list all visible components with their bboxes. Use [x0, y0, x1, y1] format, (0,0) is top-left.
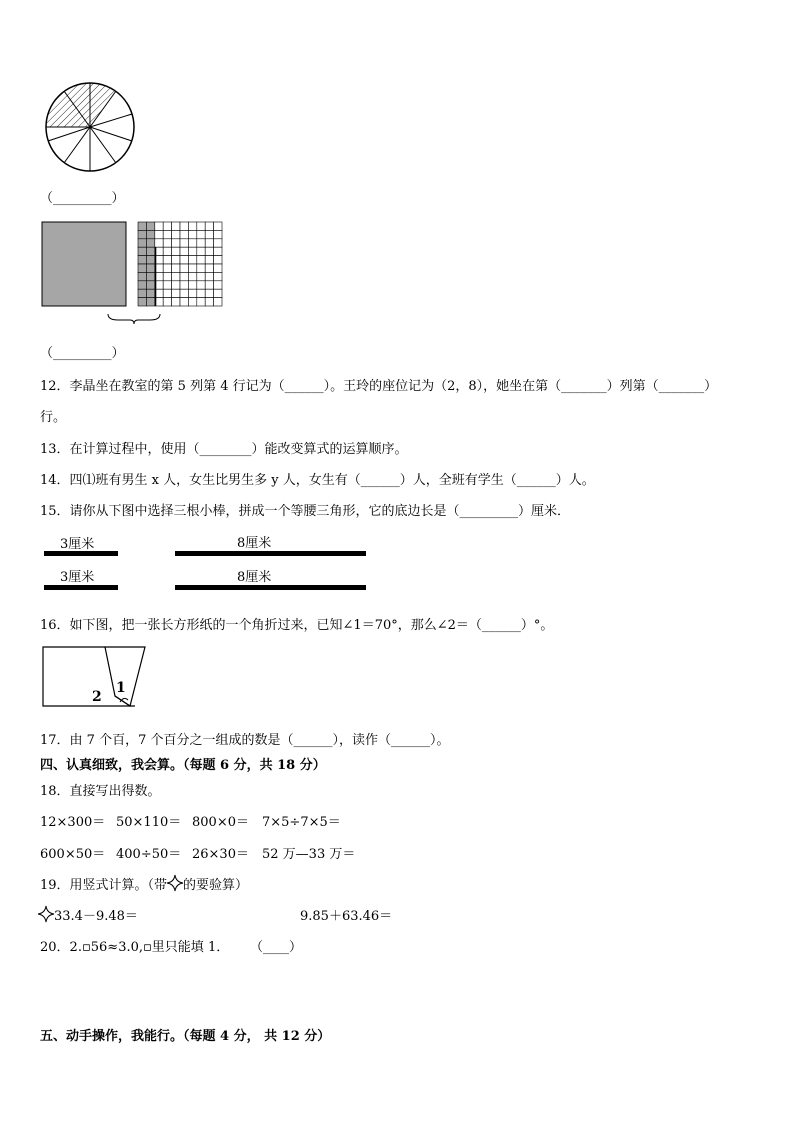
grid-cell — [188, 272, 196, 280]
sticks-figure — [44, 530, 374, 590]
grid-cell — [146, 230, 154, 238]
grid-cell — [188, 222, 196, 230]
grid-cell — [180, 264, 188, 272]
grid-cell — [205, 298, 213, 306]
question-14: 14．四⑴班有男生 x 人，女生比男生多 y 人，女生有（______）人，全班有学生（______）人。 — [40, 473, 595, 488]
stick-8cm-top — [175, 551, 366, 556]
grid-cell — [180, 239, 188, 247]
grid-cell — [163, 289, 171, 297]
fraction-circle-figure — [40, 80, 140, 180]
grid-cell — [163, 272, 171, 280]
grid-cell — [155, 230, 163, 238]
grid-cell — [197, 230, 205, 238]
question-19-title-a: 19．用竖式计算。（带 — [40, 878, 168, 893]
grid-cell — [197, 247, 205, 255]
grid-cell — [214, 222, 222, 230]
grid-cell — [197, 264, 205, 272]
stick-label: 3厘米 — [60, 570, 95, 585]
grid-cell — [172, 247, 180, 255]
grid-cell — [180, 281, 188, 289]
grid-cell — [155, 222, 163, 230]
grid-cell — [214, 239, 222, 247]
question-12-line2: 行。 — [40, 410, 67, 425]
grid-cell — [163, 222, 171, 230]
question-18-title: 18．直接写出得数。 — [40, 784, 161, 799]
grid-cell — [197, 272, 205, 280]
grid-cell — [188, 230, 196, 238]
grid-cell — [197, 289, 205, 297]
grid-cell — [214, 256, 222, 264]
grid-cell — [146, 247, 154, 255]
grid-cell — [214, 272, 222, 280]
section-4-heading: 四、认真细致，我会算。（每题 6 分，共 18 分） — [40, 758, 326, 773]
question-16: 16．如下图，把一张长方形纸的一个角折过来，已知∠1＝70°，那么∠2＝（______）°。 — [40, 618, 554, 633]
grid-cell — [197, 239, 205, 247]
grid-cell — [205, 222, 213, 230]
folded-paper-figure — [40, 644, 160, 714]
grid-marker — [155, 247, 157, 306]
grid-cell — [138, 256, 146, 264]
grid-cell — [214, 298, 222, 306]
grid-cell — [138, 281, 146, 289]
calc-item: 26×30＝ — [192, 847, 249, 862]
star-icon — [167, 875, 183, 891]
grid-cell — [214, 289, 222, 297]
decimal-squares-figure — [40, 218, 240, 328]
grid-cell — [205, 264, 213, 272]
question-19-title — [40, 874, 248, 893]
grid-cell — [146, 264, 154, 272]
grid-cell — [205, 247, 213, 255]
grid-cell — [180, 222, 188, 230]
grid-cell — [180, 230, 188, 238]
grid-cell — [163, 264, 171, 272]
question-20-blank[interactable]: （____） — [250, 940, 303, 955]
grid-cell — [146, 239, 154, 247]
grid-cell — [188, 256, 196, 264]
grid-cell — [172, 264, 180, 272]
calc-item: 12×300＝ — [40, 815, 106, 830]
grid-cell — [214, 247, 222, 255]
grid-cell — [214, 230, 222, 238]
stick-label: 8厘米 — [237, 570, 272, 585]
grid-cell — [163, 247, 171, 255]
question-19-title-b: 的要验算） — [183, 878, 249, 893]
grid-cell — [205, 281, 213, 289]
grid-cell — [205, 289, 213, 297]
grid-cell — [146, 256, 154, 264]
grid-cell — [197, 222, 205, 230]
grid-cell — [214, 264, 222, 272]
grid-cell — [205, 230, 213, 238]
expr1-text: 33.4－9.48＝ — [54, 909, 138, 924]
grid-cell — [163, 281, 171, 289]
grid-cell — [214, 281, 222, 289]
grid-cell — [172, 230, 180, 238]
calc-item: 52 万—33 万＝ — [262, 847, 356, 862]
question-13: 13．在计算过程中，使用（________）能改变算式的运算顺序。 — [40, 442, 408, 457]
grid-cell — [188, 264, 196, 272]
grid-cell — [172, 281, 180, 289]
grid-cell — [180, 289, 188, 297]
calc-item: 7×5÷7×5＝ — [262, 815, 341, 830]
circle-answer-blank[interactable]: （_________） — [40, 191, 125, 206]
stick-3cm-bottom — [44, 585, 118, 590]
grid-cell — [172, 256, 180, 264]
grid-cell — [172, 239, 180, 247]
calc-item: 400÷50＝ — [116, 847, 182, 862]
grid-cell — [138, 264, 146, 272]
grid-cell — [188, 281, 196, 289]
grid-cell — [146, 289, 154, 297]
grid-cell — [138, 289, 146, 297]
grid-cell — [197, 298, 205, 306]
grid-cell — [180, 256, 188, 264]
grid-cell — [172, 298, 180, 306]
grid-cell — [172, 289, 180, 297]
grid-cell — [180, 272, 188, 280]
grid-cell — [188, 298, 196, 306]
question-20: 20．2.▫56≈3.0,▫里只能填 1． — [40, 940, 230, 955]
question-19-expr1 — [38, 905, 138, 924]
squares-answer-blank[interactable]: （_________） — [40, 346, 125, 361]
grid-cell — [163, 256, 171, 264]
grid-cell — [205, 272, 213, 280]
grid-cell — [188, 289, 196, 297]
grid-cell — [146, 272, 154, 280]
grid-cell — [180, 247, 188, 255]
grid-cell — [146, 281, 154, 289]
grid-cell — [138, 298, 146, 306]
question-12-line1: 12．李晶坐在教室的第 5 列第 4 行记为（______）。王玲的座位记为（2，8），她坐在第（_______）列第（_______） — [40, 379, 718, 394]
stick-8cm-bottom — [175, 585, 366, 590]
star-icon — [38, 906, 54, 922]
grid-cell — [197, 281, 205, 289]
grid-cell — [138, 222, 146, 230]
angle-1-label: 1 — [116, 680, 126, 696]
grid-cell — [138, 272, 146, 280]
grid-cell — [172, 222, 180, 230]
grid-cell — [146, 222, 154, 230]
grid-cell — [163, 239, 171, 247]
question-17: 17．由 7 个百，7 个百分之一组成的数是（______），读作（______）。 — [40, 733, 450, 748]
angle-2-label: 2 — [92, 689, 102, 705]
calc-item: 800×0＝ — [192, 815, 249, 830]
grid-cell — [205, 239, 213, 247]
stick-label: 3厘米 — [60, 537, 95, 552]
grid-cell — [155, 239, 163, 247]
grid-cell — [163, 230, 171, 238]
grid-cell — [188, 239, 196, 247]
grid-cell — [172, 272, 180, 280]
section-5-heading: 五、动手操作，我能行。（每题 4 分， 共 12 分） — [40, 1029, 331, 1044]
stick-label: 8厘米 — [237, 536, 272, 551]
grid-cell — [205, 256, 213, 264]
calc-item: 600×50＝ — [40, 847, 106, 862]
grid-cell — [163, 298, 171, 306]
grid-cell — [138, 239, 146, 247]
grid-cell — [138, 230, 146, 238]
grid-cell — [197, 256, 205, 264]
question-19-expr2: 9.85＋63.46＝ — [300, 909, 393, 924]
grid-cell — [180, 298, 188, 306]
question-15: 15．请你从下图中选择三根小棒，拼成一个等腰三角形，它的底边长是（_________）厘米． — [40, 504, 571, 519]
grid-cell — [146, 298, 154, 306]
calc-item: 50×110＝ — [116, 815, 182, 830]
grid-cell — [188, 247, 196, 255]
grid-cell — [138, 247, 146, 255]
